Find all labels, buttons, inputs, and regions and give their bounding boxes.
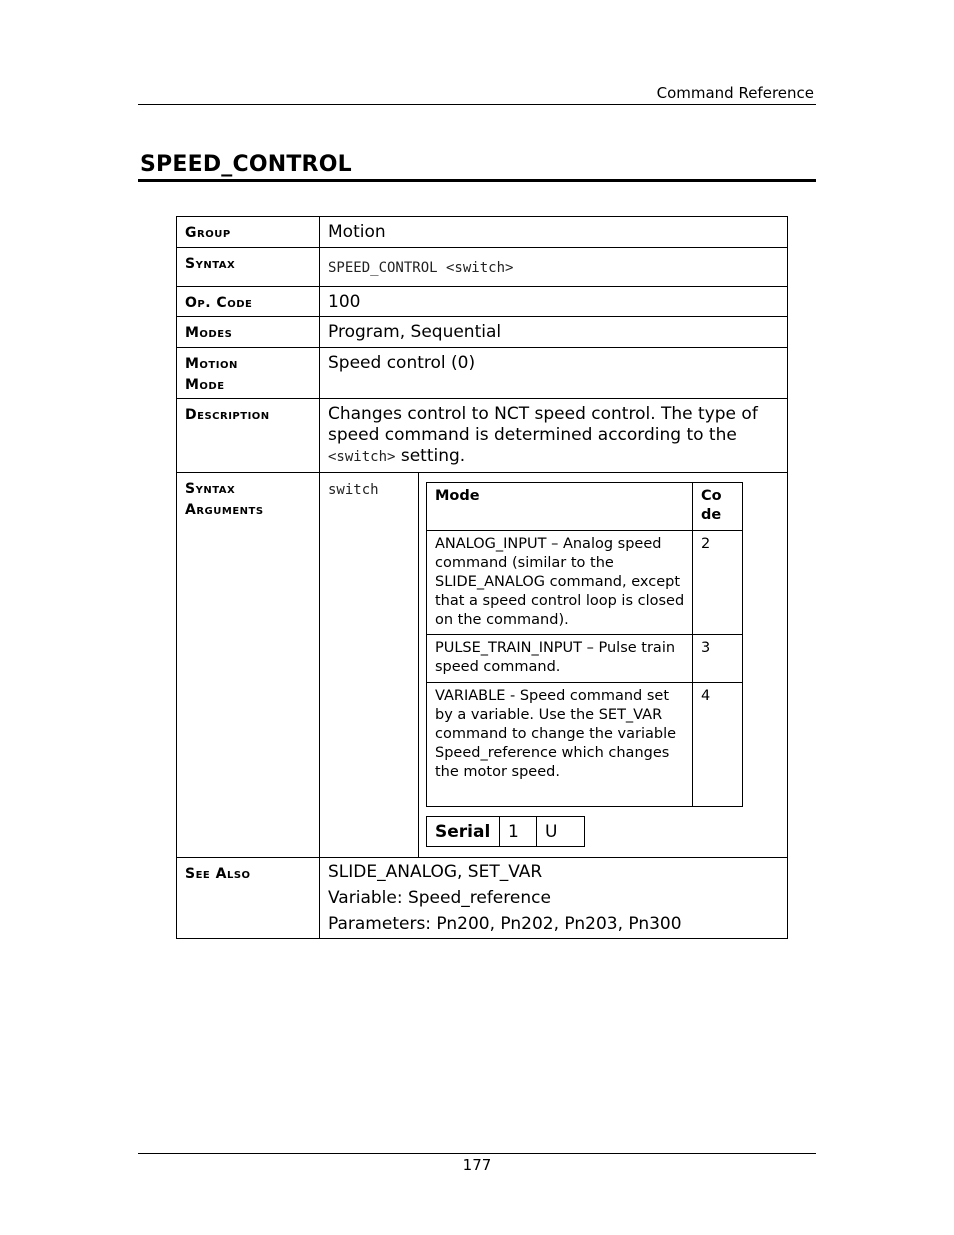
- code-header: Co de: [693, 483, 743, 531]
- table-row: [427, 635, 743, 683]
- motion-mode-label: Motion Mode: [177, 348, 320, 399]
- see-also-line: Variable: Speed_reference: [328, 888, 551, 908]
- modes-label: Modes: [177, 317, 320, 348]
- motion-mode-value: Speed control (0): [320, 348, 788, 399]
- group-value: Motion: [320, 217, 788, 248]
- argument-name: switch: [328, 482, 379, 498]
- description-label: Description: [177, 399, 320, 473]
- row-opcode: [177, 287, 788, 317]
- mode-code-table: [426, 482, 743, 807]
- serial-table: [426, 816, 585, 847]
- description-value: Changes control to NCT speed control. The type of speed command is determined according to the <switch> setting.: [320, 399, 788, 473]
- row-syntax-arguments: [177, 473, 788, 858]
- mode-table-header: [427, 483, 743, 531]
- table-row: [427, 683, 743, 807]
- syntax-value: SPEED_CONTROL <switch>: [328, 260, 514, 276]
- row-motion-mode: [177, 348, 788, 399]
- syntax-label: Syntax: [177, 248, 320, 287]
- see-also-line: SLIDE_ANALOG, SET_VAR: [328, 862, 543, 882]
- page-number: 177: [462, 1156, 492, 1174]
- title-rule: [138, 179, 816, 182]
- see-also-line: Parameters: Pn200, Pn202, Pn203, Pn300: [328, 914, 682, 934]
- mode-description: PULSE_TRAIN_INPUT – Pulse train speed command.: [427, 635, 693, 683]
- mode-code: 3: [693, 635, 743, 683]
- syntax-arguments-label: Syntax Arguments: [177, 473, 320, 858]
- row-syntax: [177, 248, 788, 287]
- see-also-value: [320, 858, 788, 939]
- serial-value-2: U: [537, 817, 585, 847]
- command-table: [176, 216, 788, 939]
- command-title: SPEED_CONTROL: [140, 152, 352, 177]
- modes-value: Program, Sequential: [320, 317, 788, 348]
- mode-description: VARIABLE - Speed command set by a variable. Use the SET_VAR command to change the variable Speed_reference which changes the motor speed.: [427, 683, 693, 807]
- syntax-arguments-cell: [320, 473, 788, 858]
- serial-label: Serial: [427, 817, 500, 847]
- mode-code: 4: [693, 683, 743, 807]
- description-code: <switch>: [328, 449, 396, 465]
- opcode-label: Op. Code: [177, 287, 320, 317]
- footer-rule: [138, 1153, 816, 1154]
- row-see-also: [177, 858, 788, 939]
- mode-description: ANALOG_INPUT – Analog speed command (similar to the SLIDE_ANALOG command, except that a speed control loop is closed on the command).: [427, 531, 693, 635]
- group-label: Group: [177, 217, 320, 248]
- opcode-value: 100: [320, 287, 788, 317]
- row-description: [177, 399, 788, 473]
- argument-divider: [418, 473, 419, 857]
- see-also-label: See Also: [177, 858, 320, 939]
- mode-header: Mode: [427, 483, 693, 531]
- mode-code: 2: [693, 531, 743, 635]
- header-rule: [138, 104, 816, 105]
- serial-value-1: 1: [500, 817, 537, 847]
- row-group: [177, 217, 788, 248]
- running-header: Command Reference: [656, 84, 814, 102]
- table-row: [427, 531, 743, 635]
- row-modes: [177, 317, 788, 348]
